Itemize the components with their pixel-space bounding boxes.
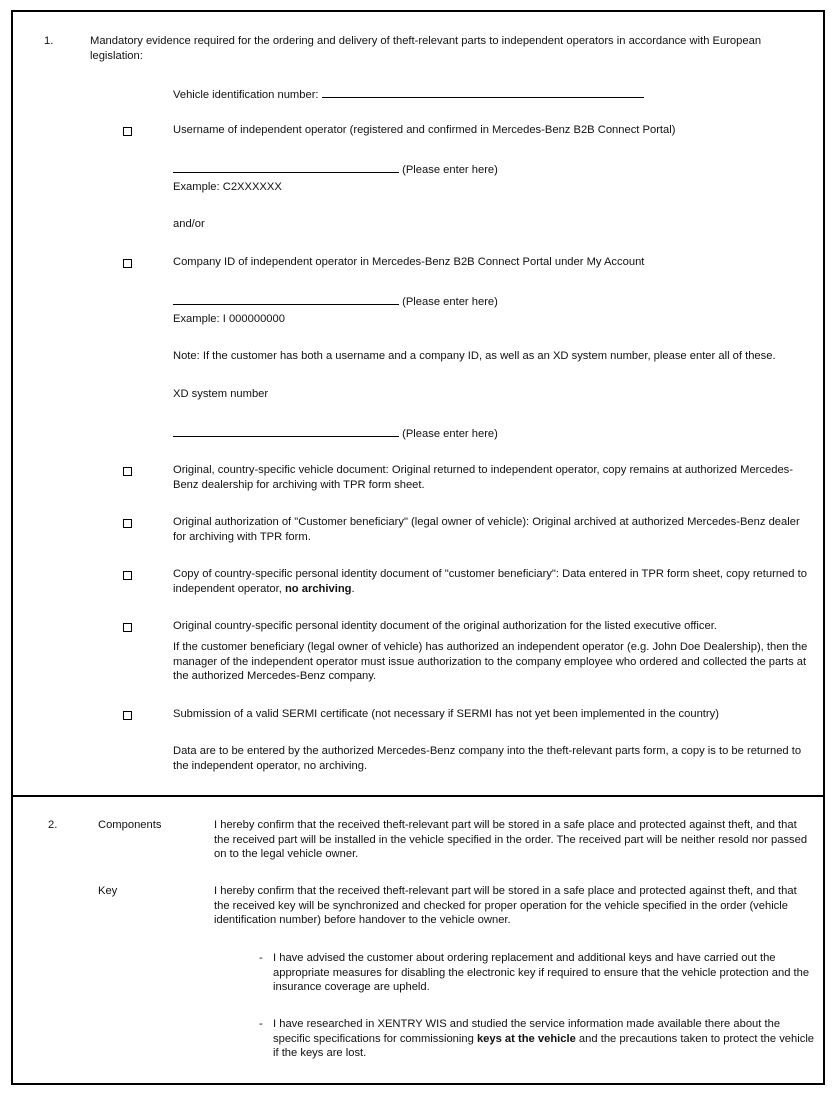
company-id-item (173, 255, 644, 270)
username-label: Username (173, 124, 225, 136)
xd-input-line[interactable] (173, 425, 399, 437)
username-description: of independent operator (registered and confirmed in Mercedes-Benz B2B Connect Portal) (224, 124, 676, 136)
components-text: I hereby confirm that the received theft-relevant part will be stored in a safe place and protected against theft, and that the received part will be installed in the vehicle specified in the order. The received part will be neither resold nor passed on to the legal vehicle owner. (214, 819, 808, 860)
authorization-checkbox[interactable] (123, 519, 132, 528)
enter-here-hint: (Please enter here) (402, 428, 498, 440)
xentry-research-bullet (273, 1017, 815, 1061)
and-or-text: and/or (173, 218, 205, 230)
key-advice-bullet: I have advised the customer about ordering replacement and additional keys and have carried out the appropriate measures for disabling the electronic key if required to ensure that the vehicle protection and the insurance coverage are upheld. (273, 952, 810, 993)
vehicle-document-checkbox[interactable] (123, 467, 132, 476)
vin-row (173, 86, 644, 103)
section-1-heading: Mandatory evidence required for the ordering and delivery of theft-relevant parts to independent operators in accordance with European legislation: (90, 35, 762, 62)
key-text: I hereby confirm that the received theft-relevant part will be stored in a safe place and protected against theft, and that the received key will be synchronized and checked for proper operation for the vehicle specified in the order (vehicle identification number) before handover to the vehicle owner. (214, 885, 797, 926)
username-checkbox[interactable] (123, 127, 132, 136)
xd-system-label: XD system number (173, 388, 269, 400)
xentry-text-end: and the precautions taken to protect the vehicle if the keys are lost. (273, 1032, 815, 1059)
enter-here-hint: (Please enter here) (402, 296, 498, 308)
identity-copy-checkbox[interactable] (123, 571, 132, 580)
key-label: Key (98, 885, 118, 897)
xentry-text: I have researched in XENTRY WIS and studied the service information made available there about the specific specifications for commissioning (273, 1018, 781, 1045)
username-entry-row (173, 161, 498, 178)
bullet-dash-2: - (259, 1018, 263, 1030)
sermi-item: Submission of a valid SERMI certificate (not necessary if SERMI has not yet been implemented in the country) (173, 708, 719, 720)
original-identity-note: If the customer beneficiary (legal owner of vehicle) has authorized an independent operator (e.g. John Doe Dealership), then the manager of the independent operator must issue authorization to the company employee who ordered and collected the parts at the authorized Mercedes-Benz company. (173, 641, 808, 682)
data-entry-note: Data are to be entered by the authorized Mercedes-Benz company into the theft-relevant parts form, a copy is to be returned to the independent operator, no archiving. (173, 745, 802, 772)
sermi-checkbox[interactable] (123, 711, 132, 720)
company-id-entry-row (173, 293, 498, 310)
company-id-input-line[interactable] (173, 293, 399, 305)
components-label: Components (98, 819, 162, 831)
username-example: Example: C2XXXXXX (173, 181, 282, 193)
company-id-example: Example: I 000000000 (173, 313, 285, 325)
section-2-number: 2. (48, 819, 58, 831)
enter-here-hint: (Please enter here) (402, 164, 498, 176)
company-id-checkbox[interactable] (123, 259, 132, 268)
username-item (173, 123, 675, 138)
no-archiving-text: no archiving (284, 582, 352, 595)
vin-input-line[interactable] (322, 86, 644, 98)
section-1-number: 1. (44, 35, 54, 47)
company-id-label: Company ID (173, 256, 236, 268)
authorization-item: Original authorization of "Customer beneficiary" (legal owner of vehicle): Original archived at authorized Mercedes-Benz dealer for archiving with TPR form. (173, 516, 800, 543)
vehicle-document-item: Original, country-specific vehicle document: Original returned to independent operator, copy remains at authorized Mercedes-Benz dealership for archiving with TPR form sheet. (173, 464, 793, 491)
keys-at-vehicle-text: keys at the vehicle (476, 1032, 576, 1045)
company-id-description: of independent operator in Mercedes-Benz B2B Connect Portal under My Account (235, 256, 645, 268)
username-input-line[interactable] (173, 161, 399, 173)
bullet-dash-1: - (259, 952, 263, 964)
original-identity-checkbox[interactable] (123, 623, 132, 632)
identity-copy-item (173, 567, 813, 596)
xd-entry-row (173, 425, 498, 442)
identity-copy-end: . (351, 582, 355, 595)
vin-label: Vehicle identification number: (173, 89, 319, 101)
identity-copy-text: Copy of country-specific personal identity document of "customer beneficiary": Data entered in TPR form sheet, copy returned to independent operator, (173, 568, 807, 595)
note-text: Note: If the customer has both a username and a company ID, as well as an XD system number, please enter all of these. (173, 350, 776, 362)
original-identity-item: Original country-specific personal identity document of the original authorization for the listed executive officer. (173, 620, 717, 632)
